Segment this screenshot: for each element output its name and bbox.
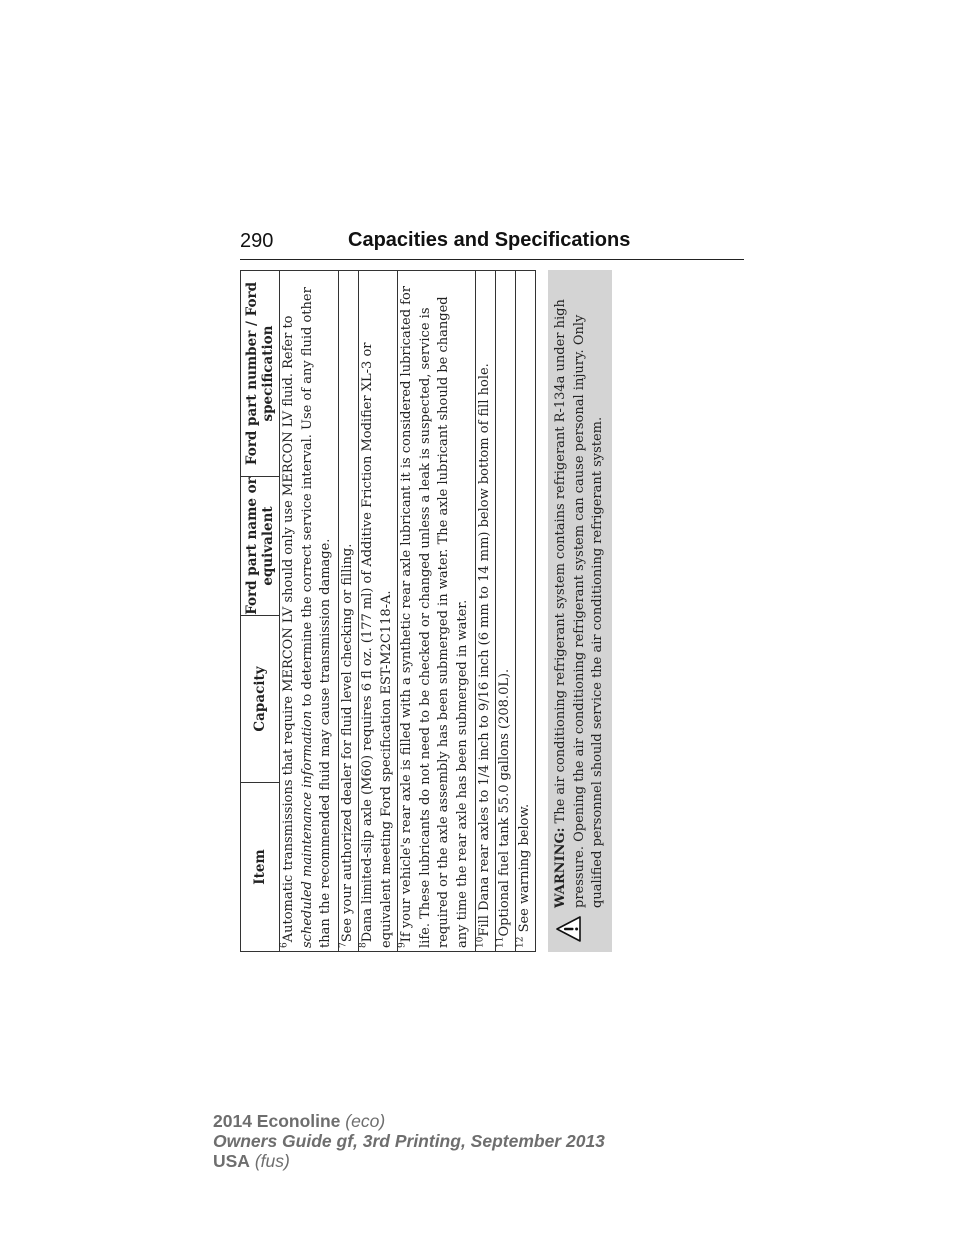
- footnote-row: [516, 271, 536, 951]
- footnote-text: If your vehicle's rear axle is filled with a synthetic rear axle lubricant it is considered lubricated for life. These lubricants do not need to be checked or changed unless a leak is suspected, service is required or the axle assembly has been submerged in water. The axle lubricant should be changed any time the rear axle has been submerged in water.: [399, 285, 470, 948]
- footnote-row: [476, 271, 496, 951]
- header-rule: [240, 259, 744, 260]
- warning-triangle-icon: [556, 916, 582, 942]
- footnote-number: 12: [515, 936, 526, 948]
- specifications-table: [240, 270, 536, 952]
- warning-text: The air conditioning refrigerant system contains refrigerant R-134a under high pressure. Opening the air conditioning refrigerant system can cause personal injury. Only qualified personnel should service the air conditioning refrigerant system.: [553, 299, 605, 908]
- warning-rotated-content: [548, 270, 612, 952]
- footer-market: USA: [213, 1151, 250, 1171]
- footnote-row: [359, 271, 398, 951]
- header-ford-part-name: Ford part name or equivalent: [241, 476, 279, 615]
- footnote-row: [339, 271, 359, 951]
- table-header-row: [241, 271, 280, 951]
- footnote-text: Optional fuel tank 55.0 gallons (208.0L).: [497, 668, 512, 937]
- footnote-number: 6: [279, 942, 290, 948]
- footnote-row: [398, 271, 476, 951]
- footnote-text: Fill Dana rear axles to 1/4 inch to 9/16 inch (6 mm to 14 mm) below bottom of fill hole.: [477, 363, 492, 937]
- footnote-number: 8: [358, 942, 369, 948]
- footnote-text: See warning below.: [517, 803, 532, 937]
- section-title: Capacities and Specifications: [348, 229, 631, 251]
- footnote-number: 7: [338, 942, 349, 948]
- page-number: 290: [240, 230, 274, 252]
- footnote-row: [280, 271, 339, 951]
- footer: [213, 1111, 605, 1171]
- footnote-row: [496, 271, 516, 951]
- warning-box: [548, 270, 612, 952]
- footer-model: 2014 Econoline: [213, 1111, 341, 1131]
- header-capacity: Capacity: [241, 615, 279, 782]
- footnote-text: Automatic transmissions that require MERCON LV should only use MERCON LV fluid. Refer to: [281, 315, 296, 943]
- footnote-text: See your authorized dealer for fluid level checking or filling.: [340, 543, 355, 943]
- footnote-number: 10: [475, 936, 486, 948]
- warning-label: WARNING:: [553, 827, 568, 908]
- footer-line-2: Owners Guide gf, 3rd Printing, September 2013: [213, 1131, 605, 1151]
- footer-line-1: [213, 1111, 605, 1131]
- footnote-number: 9: [397, 942, 408, 948]
- header-item: Item: [241, 782, 279, 951]
- footer-line-3: [213, 1151, 605, 1171]
- footnote-text: Dana limited-slip axle (M60) requires 6 fl oz. (177 ml) of Additive Friction Modifier XL-3 or equivalent meeting Ford specification EST-M2C118-A.: [360, 342, 394, 948]
- footnote-number: 11: [495, 936, 506, 948]
- header-ford-part-number: Ford part number / Ford specification: [244, 281, 276, 466]
- footnote-italic-text: scheduled maintenance information: [299, 710, 315, 948]
- footnote-text: to determine the correct service interval. Use of any fluid other than the recommended fluid may cause transmission damage.: [299, 287, 333, 948]
- table-rotated-content: [240, 270, 536, 952]
- footer-model-code: (eco): [340, 1111, 386, 1131]
- footer-market-code: (fus): [249, 1151, 290, 1171]
